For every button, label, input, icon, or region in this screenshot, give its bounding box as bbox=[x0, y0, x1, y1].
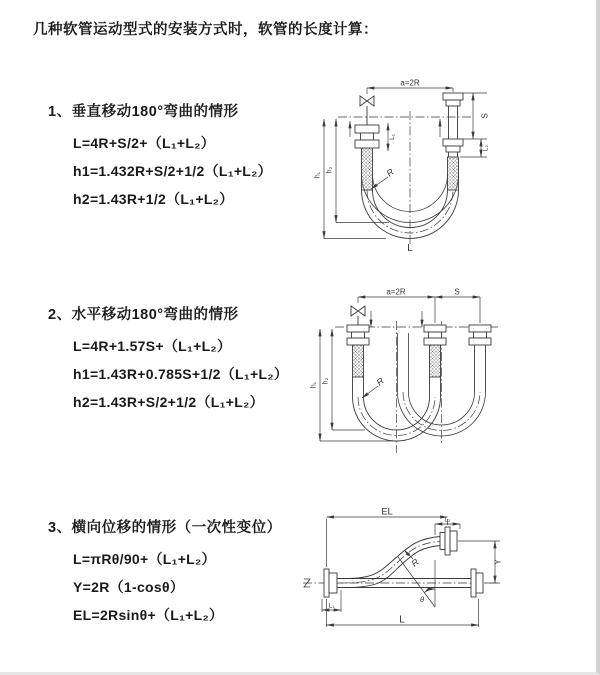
formula-h2: h2=1.43R+S/2+1/2（L₁+L₂） bbox=[73, 394, 264, 410]
diagram-vertical-180-bend bbox=[310, 75, 590, 255]
dimension-lines bbox=[320, 297, 480, 441]
valve-icon bbox=[360, 96, 374, 125]
dim-label-r: R bbox=[409, 556, 421, 569]
dim-label-r: R bbox=[384, 166, 396, 179]
formula-EL: EL=2Rsinθ+（L₁+L₂） bbox=[73, 607, 224, 623]
section-1-heading: 1、垂直移动180°弯曲的情形 bbox=[48, 104, 239, 120]
fitting-right-moved bbox=[469, 325, 491, 392]
dim-label-l: L bbox=[407, 243, 413, 254]
fitting-right bbox=[443, 93, 463, 157]
page-title: 几种软管运动型式的安装方式时，软管的长度计算： bbox=[33, 22, 378, 38]
flange-right-straight bbox=[471, 569, 483, 597]
flange-right-displaced bbox=[440, 527, 457, 555]
section-lateral-displacement bbox=[48, 516, 318, 629]
formula-L: L=πRθ/90+（L₁+L₂） bbox=[73, 551, 216, 567]
dim-label-s: S bbox=[454, 287, 460, 297]
dim-label-l1: L₁ bbox=[389, 134, 396, 140]
dim-label-theta: θ bbox=[419, 595, 425, 604]
braided-hose-left bbox=[362, 148, 373, 190]
diagram-labels bbox=[329, 507, 503, 626]
valve-icon bbox=[351, 306, 365, 325]
dim-label-s: S bbox=[480, 113, 490, 119]
formula-h2: h2=1.43R+1/2（L₁+L₂） bbox=[73, 191, 234, 207]
dim-label-a2r: a=2R bbox=[400, 78, 420, 88]
diagram-horizontal-180-bend bbox=[310, 285, 590, 460]
formula-h1: h1=1.43R+0.785S+1/2（L₁+L₂） bbox=[73, 366, 289, 382]
section-vertical-movement bbox=[48, 100, 318, 213]
dim-label-l1: L₁ bbox=[328, 602, 335, 610]
dim-label-l: L bbox=[399, 614, 405, 626]
fitting-left bbox=[347, 325, 369, 345]
braided-hose-right bbox=[448, 157, 459, 190]
formula-L: L=4R+1.57S+（L₁+L₂） bbox=[73, 338, 232, 354]
dim-label-y: Y bbox=[493, 559, 503, 565]
dim-label-h2: h₂ bbox=[322, 377, 330, 385]
formula-L: L=4R+S/2+（L₁+L₂） bbox=[73, 135, 216, 151]
dim-label-h2: h₂ bbox=[326, 166, 334, 174]
dim-label-a2r: a=2R bbox=[386, 287, 406, 297]
braided-hose-middle bbox=[430, 345, 441, 377]
formula-Y: Y=2R（1-cosθ） bbox=[73, 579, 185, 595]
dimension-lines bbox=[324, 88, 487, 239]
section-3-heading: 3、横向位移的情形（一次性变位） bbox=[48, 520, 282, 536]
flange-left bbox=[324, 569, 337, 597]
dim-label-l2: L₂ bbox=[444, 516, 451, 524]
hose-displaced-position bbox=[341, 537, 443, 588]
section-horizontal-movement bbox=[48, 303, 318, 416]
braided-hose-left bbox=[353, 345, 364, 377]
diagram-lateral-displacement bbox=[295, 505, 595, 640]
dim-label-el: EL bbox=[381, 506, 393, 518]
section-2-heading: 2、水平移动180°弯曲的情形 bbox=[48, 307, 239, 323]
dim-label-r: R bbox=[374, 375, 386, 388]
dim-label-h1: h₁ bbox=[314, 171, 322, 179]
dim-label-h1: h₁ bbox=[310, 381, 318, 389]
formula-h1: h1=1.432R+S/2+1/2（L₁+L₂） bbox=[73, 163, 272, 179]
dim-label-l2: L₂ bbox=[482, 144, 490, 152]
fitting-left bbox=[355, 125, 379, 148]
diagram-labels bbox=[315, 79, 490, 255]
fitting-middle bbox=[424, 325, 446, 345]
